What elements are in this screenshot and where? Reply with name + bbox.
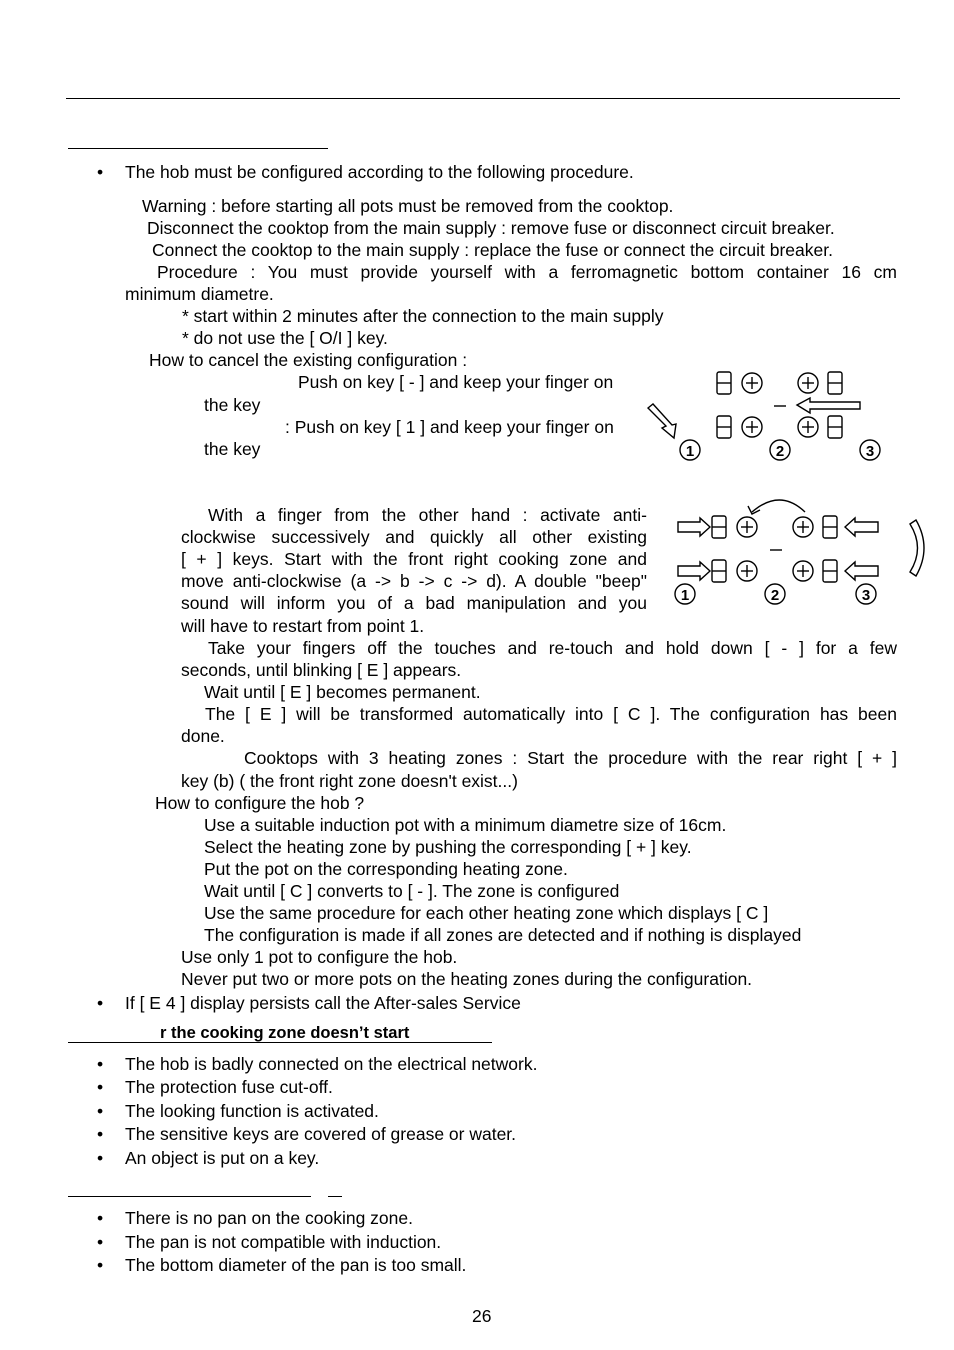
three-zones-line1: Cooktops with 3 heating zones : Start the procedure with the rear right [ + ] bbox=[244, 748, 897, 768]
section2-heading: r the cooking zone doesn’t start bbox=[160, 1024, 410, 1042]
section2-heading-rule bbox=[68, 1042, 492, 1043]
section2-bullet-3: • The looking function is activated. bbox=[125, 1100, 379, 1122]
section1-heading-rule bbox=[68, 148, 328, 149]
plus-key-icon bbox=[798, 417, 818, 437]
configure-step-1: Use a suitable induction pot with a minimum diametre size of 16cm. bbox=[204, 815, 727, 835]
diagram1-label-1: 1 bbox=[685, 443, 695, 460]
plus-key-icon bbox=[742, 373, 762, 393]
never-two-text: Never put two or more pots on the heating zones during the configuration. bbox=[181, 969, 753, 989]
procedure-text-line1: Procedure : You must provide yourself with a ferromagnetic bottom container 16 cm bbox=[157, 262, 897, 282]
diagram2-label-1: 1 bbox=[680, 587, 690, 604]
plus-key-icon bbox=[793, 517, 813, 537]
cancel-config-diagram-1 bbox=[640, 364, 900, 468]
step-c-line4: move anti-clockwise (a -> b -> c -> d). A double "beep" bbox=[181, 571, 647, 591]
note-start-within: * start within 2 minutes after the connection to the main supply bbox=[182, 306, 664, 326]
section2-bullet-5: • An object is put on a key. bbox=[125, 1147, 319, 1169]
configure-step-6: The configuration is made if all zones are detected and if nothing is displayed bbox=[204, 925, 802, 945]
configure-heading: How to configure the hob ? bbox=[155, 793, 365, 813]
plus-key-icon bbox=[742, 417, 762, 437]
digit-display-icon bbox=[828, 372, 842, 394]
section3-bullet-2: • The pan is not compatible with induction. bbox=[125, 1231, 441, 1253]
digit-display-icon bbox=[717, 416, 731, 438]
one-pot-text: Use only 1 pot to configure the hob. bbox=[181, 947, 458, 967]
digit-display-icon bbox=[823, 560, 837, 582]
page-number: 26 bbox=[472, 1306, 492, 1326]
plus-key-icon bbox=[793, 561, 813, 581]
digit-display-icon bbox=[712, 516, 726, 538]
diagram1-label-3: 3 bbox=[865, 443, 875, 460]
procedure-text-line2: minimum diametre. bbox=[125, 284, 274, 304]
configure-step-3: Put the pot on the corresponding heating zone. bbox=[204, 859, 568, 879]
disconnect-text: Disconnect the cooktop from the main supply : remove fuse or disconnect circuit breaker. bbox=[147, 218, 835, 238]
section2-bullet-2: • The protection fuse cut-off. bbox=[125, 1076, 333, 1098]
section3-heading-rule-short bbox=[328, 1196, 342, 1197]
step-a-line2: the key bbox=[204, 395, 261, 415]
section3-bullet-3: • The bottom diameter of the pan is too small. bbox=[125, 1254, 466, 1276]
configure-step-5: Use the same procedure for each other heating zone which displays [ C ] bbox=[204, 903, 769, 923]
three-zones-line2: key (b) ( the front right zone doesn't exist...) bbox=[181, 771, 518, 791]
warning-text: Warning : before starting all pots must be removed from the cooktop. bbox=[142, 196, 674, 216]
step-a-line1: Push on key [ - ] and keep your finger on bbox=[298, 372, 614, 392]
step-b-line2: the key bbox=[204, 439, 261, 459]
step-b-line1: : Push on key [ 1 ] and keep your finger on bbox=[285, 417, 614, 437]
section3-bullet-1: • There is no pan on the cooking zone. bbox=[125, 1207, 413, 1229]
diagram2-label-3: 3 bbox=[861, 587, 871, 604]
diagram1-label-2: 2 bbox=[775, 443, 785, 460]
arrow-right-icon bbox=[678, 562, 710, 580]
digit-display-icon bbox=[828, 416, 842, 438]
cancel-config-diagram-2 bbox=[640, 492, 930, 612]
step-c-line2: clockwise successively and quickly all other existing bbox=[181, 527, 647, 547]
step-d-line2: seconds, until blinking [ E ] appears. bbox=[181, 660, 462, 680]
step-c-line6: will have to restart from point 1. bbox=[181, 616, 425, 636]
section3-heading-rule bbox=[68, 1196, 311, 1197]
transform-line2: done. bbox=[181, 726, 225, 746]
step-c-line1: With a finger from the other hand : activate anti- bbox=[208, 505, 647, 525]
digit-display-icon bbox=[717, 372, 731, 394]
arrow-diagonal-icon bbox=[648, 404, 676, 438]
transform-line1: The [ E ] will be transformed automatically into [ C ]. The configuration has been bbox=[205, 704, 897, 724]
wait-e-text: Wait until [ E ] becomes permanent. bbox=[204, 682, 481, 702]
digit-display-icon bbox=[712, 560, 726, 582]
diagram2-label-2: 2 bbox=[770, 587, 780, 604]
step-c-line5: sound will inform you of a bad manipulation and you bbox=[181, 593, 647, 613]
connect-text: Connect the cooktop to the main supply : replace the fuse or connect the circuit breaker. bbox=[152, 240, 833, 260]
plus-key-icon bbox=[798, 373, 818, 393]
arrow-left-icon bbox=[845, 518, 878, 536]
plus-key-icon bbox=[737, 517, 757, 537]
arrow-left-icon bbox=[845, 562, 878, 580]
configure-step-4: Wait until [ C ] converts to [ - ]. The zone is configured bbox=[204, 881, 620, 901]
note-do-not-use: * do not use the [ O/I ] key. bbox=[182, 328, 388, 348]
step-d-line1: Take your fingers off the touches and re-touch and hold down [ - ] for a few bbox=[208, 638, 897, 658]
arrow-right-icon bbox=[678, 518, 710, 536]
configure-step-2: Select the heating zone by pushing the corresponding [ + ] key. bbox=[204, 837, 692, 857]
header-rule bbox=[66, 98, 900, 99]
cancel-heading: How to cancel the existing configuration : bbox=[149, 350, 468, 370]
plus-key-icon bbox=[737, 561, 757, 581]
arrow-left-icon bbox=[797, 398, 860, 413]
intro-bullet: • The hob must be configured according to the following procedure. bbox=[125, 161, 634, 183]
curved-arrow-icon bbox=[910, 520, 924, 576]
section2-bullet-4: • The sensitive keys are covered of grease or water. bbox=[125, 1123, 516, 1145]
digit-display-icon bbox=[823, 516, 837, 538]
section2-bullet-1: • The hob is badly connected on the electrical network. bbox=[125, 1053, 537, 1075]
e4-bullet: • If [ E 4 ] display persists call the After-sales Service bbox=[125, 992, 521, 1014]
step-c-line3: [ + ] keys. Start with the front right cooking zone and bbox=[181, 549, 647, 569]
